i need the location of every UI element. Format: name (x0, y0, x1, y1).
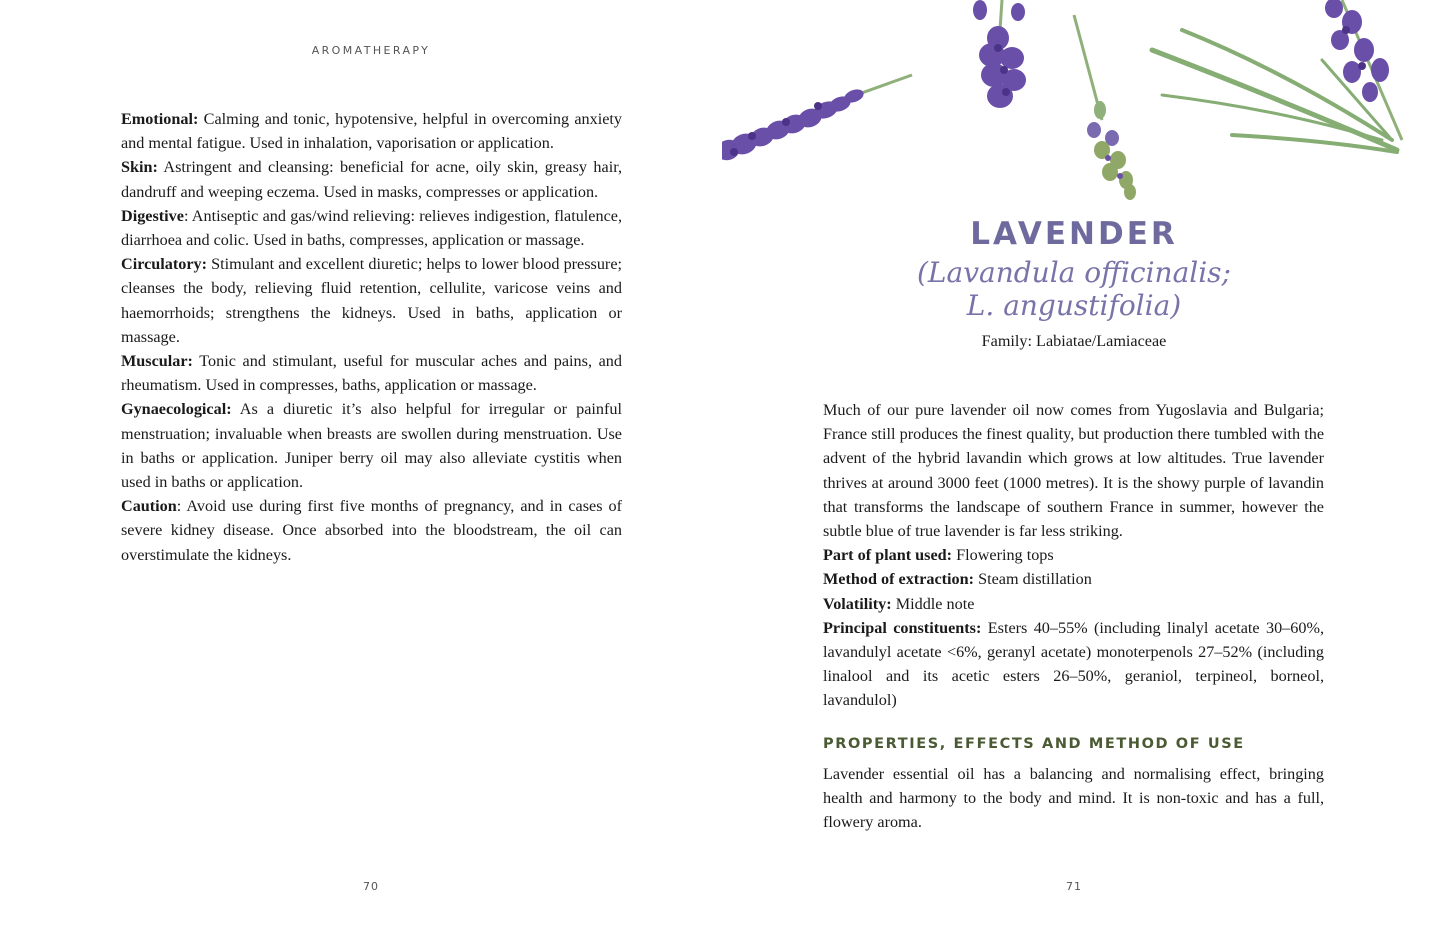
term-text: Tonic and stimulant, useful for muscular aches and pains, and rheumatism. Used in compresses, baths, application or massage. (121, 352, 622, 395)
running-head: AROMATHERAPY (311, 44, 431, 57)
right-body-text (823, 398, 1324, 834)
term-label: Emotional: (121, 110, 199, 128)
fact-text: Flowering tops (952, 546, 1054, 565)
term-label: Muscular: (121, 352, 193, 371)
paragraph-circulatory (121, 252, 622, 349)
fact-constituents (823, 616, 1324, 713)
paragraph-emotional (121, 107, 622, 155)
entry-title: LAVENDER (970, 216, 1178, 252)
term-text: Calming and tonic, hypotensive, helpful in overcoming anxiety and mental fatigue. Used in inhalation, vaporisation or application. (121, 110, 622, 153)
fact-part-of-plant (823, 543, 1324, 567)
left-body-text (121, 107, 622, 567)
lavender-sprig-left (722, 75, 912, 164)
fact-text: Steam distillation (974, 570, 1092, 589)
section-heading: PROPERTIES, EFFECTS AND METHOD OF USE (823, 735, 1245, 752)
paragraph-gynaecological (121, 397, 622, 494)
term-label: Circulatory: (121, 255, 208, 274)
term-label: Caution (121, 497, 177, 516)
fact-volatility (823, 592, 1324, 616)
paragraph-caution (121, 494, 622, 567)
term-text: Astringent and cleansing: beneficial for acne, oily skin, greasy hair, dandruff and weeping eczema. Used in masks, compresses or application. (121, 158, 622, 201)
term-text: As a diuretic it’s also helpful for irregular or painful menstruation; invaluable when breasts are swollen during menstruation. Use in baths or application. Juniper berry oil may also alleviate cystitis when used in baths or application. (121, 400, 622, 492)
fact-extraction (823, 567, 1324, 591)
fact-text: Middle note (891, 594, 975, 613)
term-label: Gynaecological: (121, 400, 232, 419)
lavender-illustration (722, 0, 1445, 210)
fact-label: Volatility: (823, 594, 892, 613)
lavender-sprig-long (1074, 15, 1136, 200)
fact-label: Part of plant used: (823, 546, 953, 565)
fact-text: Esters 40–55% (including linalyl acetate 30–60%, lavandulyl acetate <6%, geranyl acetate) monoterpenols 27–52% (including linalool and its acetic esters 26–50%, geraniol, terpineol, borneol, lavandulol) (823, 618, 1324, 710)
term-label: Digestive (121, 206, 184, 225)
entry-title-block (824, 212, 1324, 351)
page-number-left: 70 (363, 880, 379, 893)
term-text: : Avoid use during first five months of pregnancy, and in cases of severe kidney disease. Once absorbed into the bloodstream, the oil can overstimulate the kidneys. (121, 497, 622, 564)
paragraph-digestive (121, 204, 622, 252)
fact-label: Principal constituents: (823, 618, 982, 637)
intro-paragraph: Much of our pure lavender oil now comes from Yugoslavia and Bulgaria; France still produces the finest quality, but production there tumbled with the advent of the hybrid lavandin which grows at low altitudes. True lavender thrives at around 3000 feet (1000 metres). It is the showy purple of lavandin that transforms the landscape of southern France in summer, however the subtle blue of true lavender is far less striking. (823, 401, 1324, 541)
right-page (722, 0, 1445, 945)
left-page (0, 0, 722, 945)
family-line: Family: Labiatae/Lamiaceae (981, 332, 1167, 350)
paragraph-skin (121, 155, 622, 203)
latin-name-line-1: (Lavandula officinalis; (917, 256, 1231, 289)
lavender-sprig-center (973, 0, 1026, 108)
latin-name-line-2: L. angustifolia) (966, 289, 1182, 322)
paragraph-muscular (121, 349, 622, 397)
lavender-sprig-right (1325, 0, 1402, 140)
fact-label: Method of extraction: (823, 570, 975, 589)
term-label: Skin: (121, 158, 158, 177)
lavender-sprigs-image (722, 0, 1445, 210)
term-text: Stimulant and excellent diuretic; helps to lower blood pressure; cleanses the body, relieving fluid retention, cellulite, varicose veins and haemorrhoids; strengthens the kidneys. Used in baths, application or massage. (121, 255, 622, 346)
section-paragraph: Lavender essential oil has a balancing and normalising effect, bringing health and harmony to the body and mind. It is non-toxic and has a full, flowery aroma. (823, 764, 1324, 832)
page-number-right: 71 (1066, 880, 1082, 893)
term-text: : Antiseptic and gas/wind relieving: relieves indigestion, flatulence, diarrhoea and colic. Used in baths, compresses, application or massage. (121, 206, 622, 250)
